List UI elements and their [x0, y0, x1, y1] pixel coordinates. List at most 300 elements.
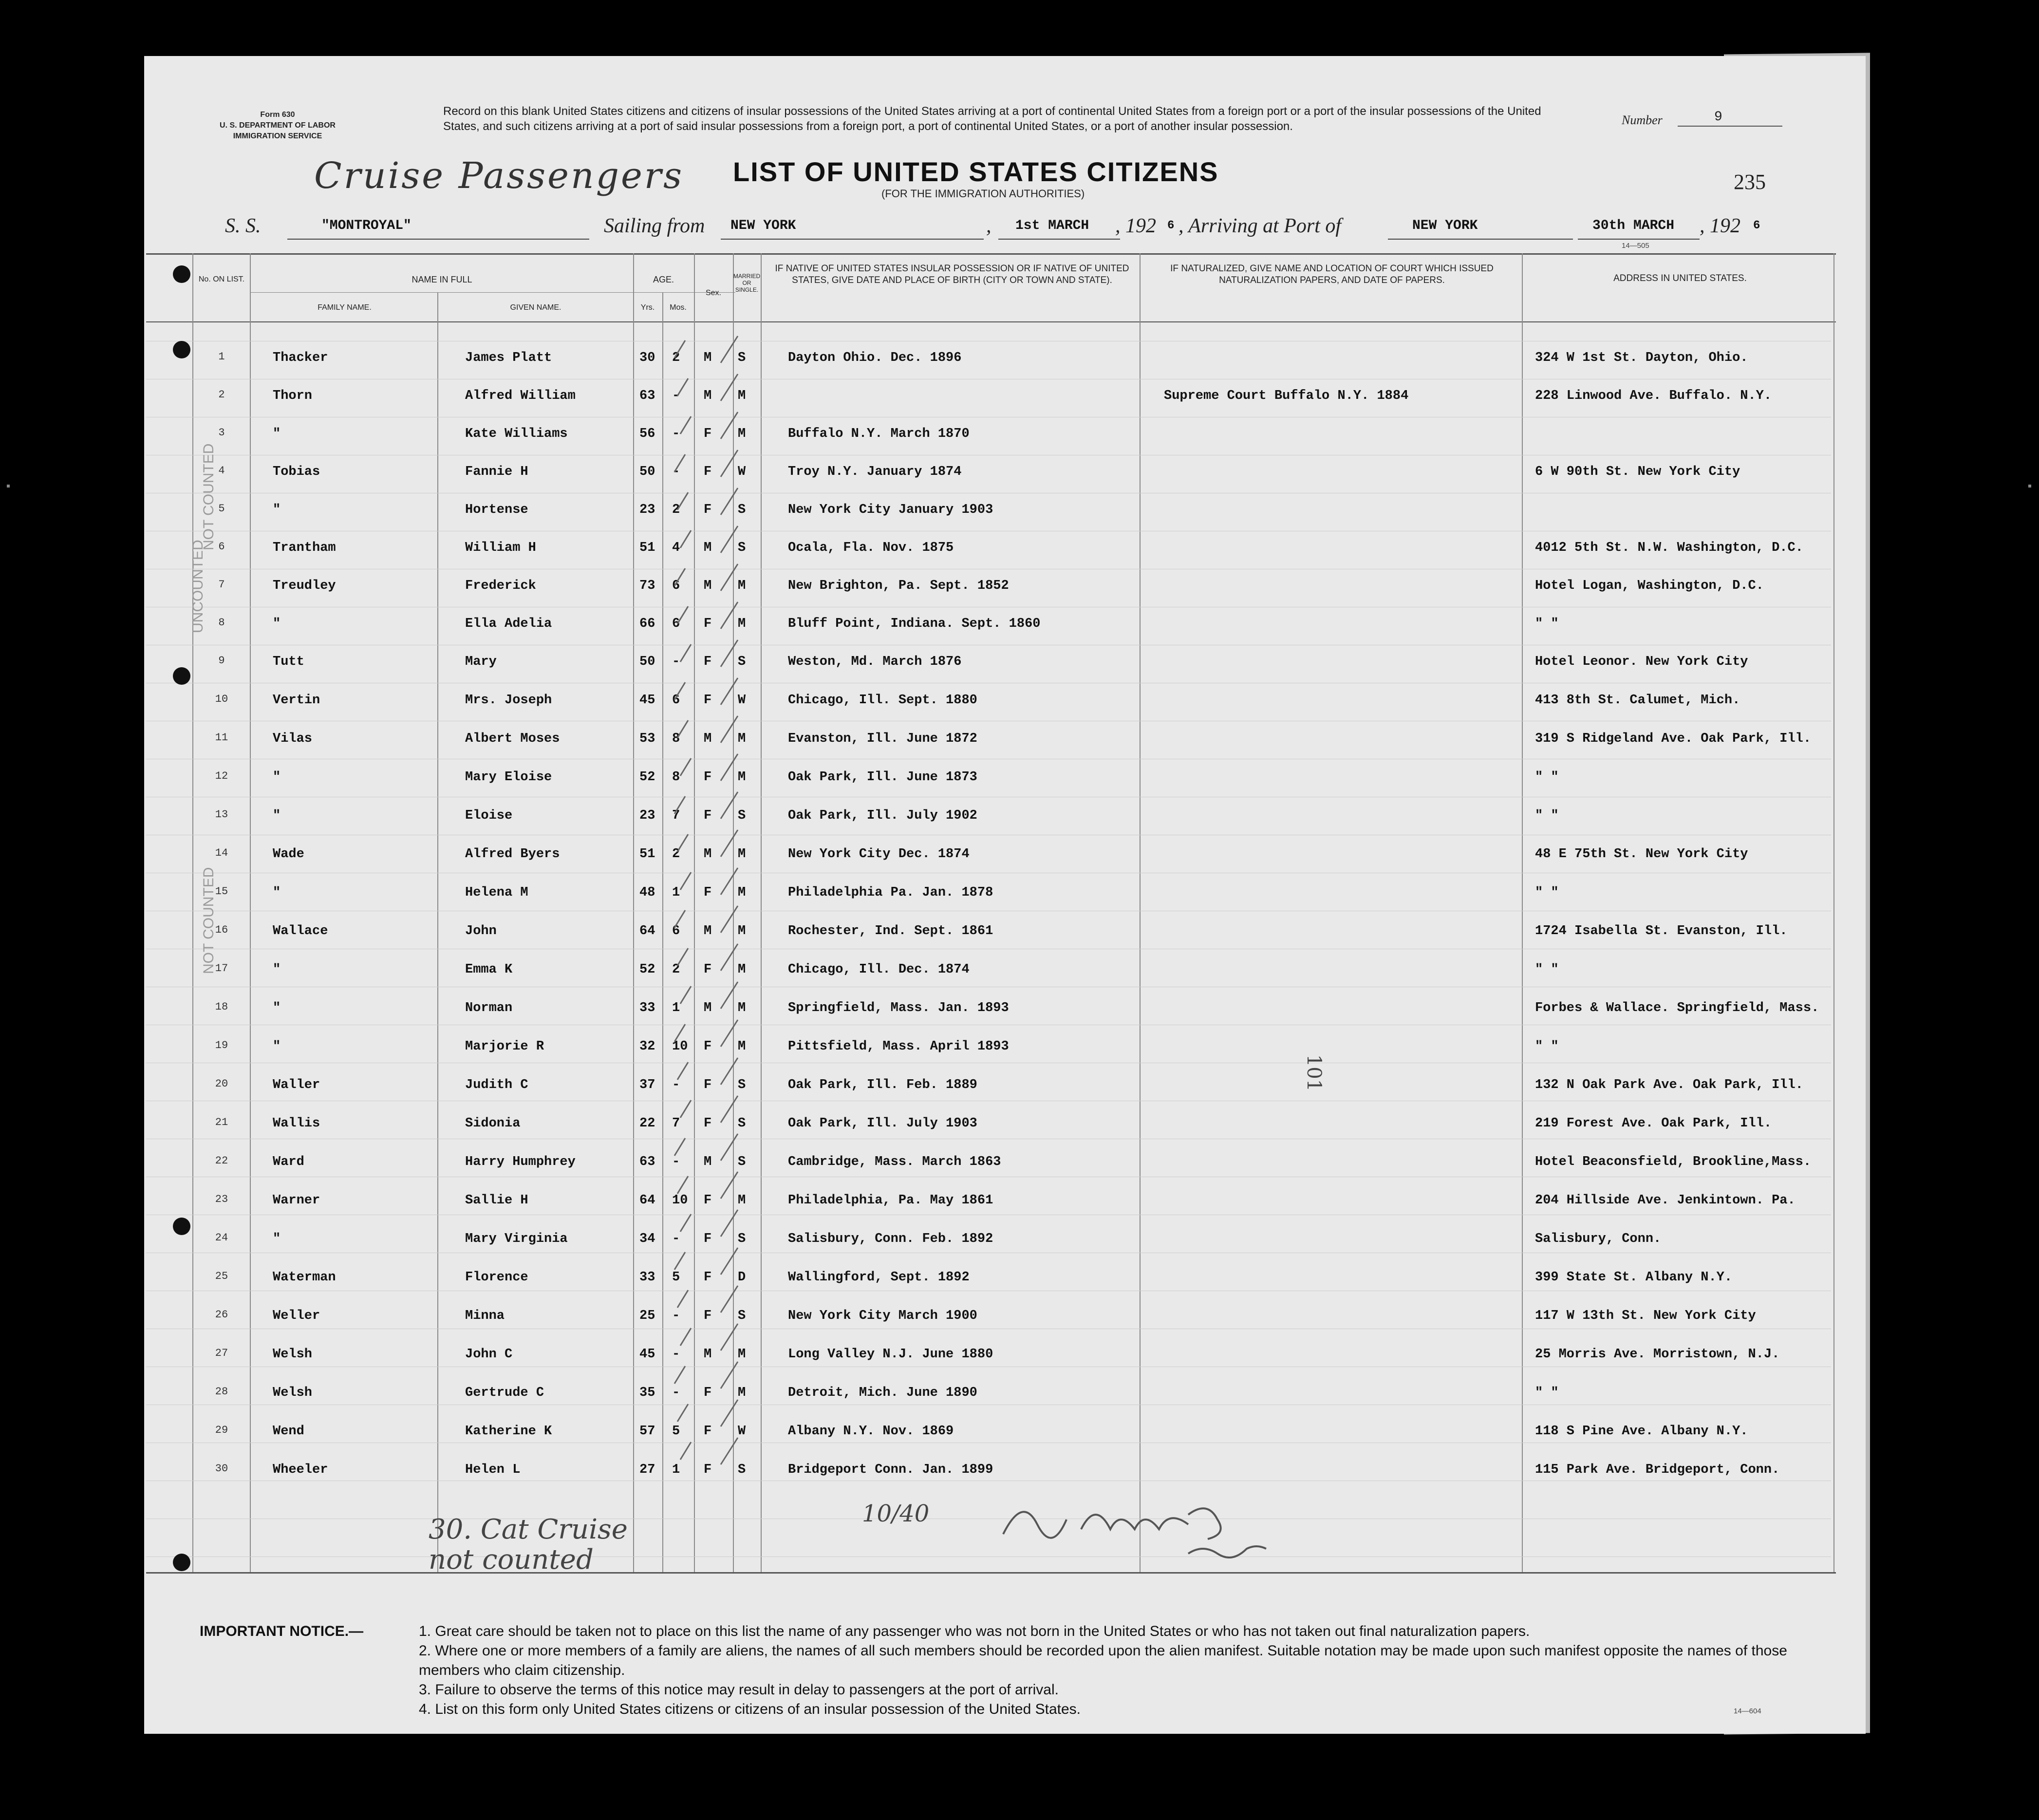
cell-mos: 2 — [672, 962, 680, 977]
arrival-date: 30th MARCH — [1592, 218, 1675, 233]
cell-family: Waterman — [273, 1270, 336, 1285]
cell-no: 21 — [215, 1116, 228, 1128]
cell-no: 17 — [215, 962, 228, 975]
sailing-date-underline — [998, 239, 1120, 240]
check-mark — [677, 602, 738, 629]
cell-addr: 399 State St. Albany N.Y. — [1535, 1270, 1733, 1285]
cell-yrs: 57 — [639, 1424, 655, 1439]
cell-sex: F — [704, 1193, 712, 1208]
check-mark — [680, 526, 738, 553]
cell-family: Thacker — [273, 351, 328, 365]
cell-sex: M — [704, 351, 712, 365]
mid-number: 101 — [1303, 1054, 1326, 1092]
cell-ms: S — [738, 503, 746, 517]
col-yrs-header: Yrs. — [640, 303, 655, 312]
cell-ms: M — [738, 427, 746, 441]
cell-no: 29 — [215, 1424, 228, 1436]
cell-addr: 413 8th St. Calumet, Mich. — [1535, 693, 1740, 708]
check-mark — [680, 754, 738, 781]
cell-mos: 10 — [672, 1039, 688, 1054]
cell-yrs: 45 — [639, 1347, 655, 1362]
cell-addr: 115 Park Ave. Bridgeport, Conn. — [1535, 1463, 1780, 1477]
cell-sex: F — [704, 503, 712, 517]
cell-yrs: 32 — [639, 1039, 655, 1054]
cell-yrs: 27 — [639, 1463, 655, 1477]
cell-sex: F — [704, 1463, 712, 1477]
cell-family: Welsh — [273, 1386, 313, 1400]
cell-addr: 48 E 75th St. New York City — [1535, 847, 1748, 862]
cell-addr: " " — [1535, 617, 1559, 631]
cell-yrs: 48 — [639, 885, 655, 900]
check-mark — [680, 1324, 738, 1351]
cell-birth: New Brighton, Pa. Sept. 1852 — [788, 579, 1009, 593]
cell-no: 8 — [218, 617, 225, 629]
cell-birth: Wallingford, Sept. 1892 — [788, 1270, 970, 1285]
cell-addr: Hotel Leonor. New York City — [1535, 655, 1748, 669]
cell-birth: New York City January 1903 — [788, 503, 993, 517]
cell-no: 7 — [218, 579, 225, 591]
cell-mos: 2 — [672, 847, 680, 862]
cell-birth: Salisbury, Conn. Feb. 1892 — [788, 1232, 993, 1246]
check-mark — [677, 488, 738, 515]
cell-given: Mary Eloise — [465, 770, 552, 785]
cell-mos: 7 — [672, 1116, 680, 1131]
cell-yrs: 73 — [639, 579, 655, 593]
cell-sex: M — [704, 1347, 712, 1362]
cell-given: Sidonia — [465, 1116, 521, 1131]
notice-item: 4. List on this form only United States citizens or citizens of an insular possession of the United States. — [419, 1701, 1081, 1717]
cell-addr: 1724 Isabella St. Evanston, Ill. — [1535, 924, 1788, 938]
cell-given: Katherine K — [465, 1424, 552, 1439]
arriving-label: , Arriving at Port of — [1179, 215, 1342, 237]
cell-family: " — [273, 1001, 281, 1015]
cell-addr: 219 Forest Ave. Oak Park, Ill. — [1535, 1116, 1772, 1131]
cell-birth: Bridgeport Conn. Jan. 1899 — [788, 1463, 993, 1477]
uncounted-stamp: UNCOUNTED — [190, 540, 206, 633]
cell-ms: M — [738, 770, 746, 785]
cell-no: 23 — [215, 1193, 228, 1205]
cell-no: 5 — [218, 503, 225, 515]
check-mark — [677, 830, 738, 857]
cell-no: 28 — [215, 1386, 228, 1398]
cell-mos: 2 — [672, 351, 680, 365]
cell-ms: S — [738, 655, 746, 669]
cell-no: 1 — [218, 351, 225, 363]
table-top-border — [146, 253, 1836, 255]
cell-mos: 7 — [672, 808, 680, 823]
cell-family: Wheeler — [273, 1463, 328, 1477]
page-title: LIST OF UNITED STATES CITIZENS — [733, 156, 1219, 187]
cell-ms: S — [738, 1116, 746, 1131]
cell-given: Helena M — [465, 885, 528, 900]
cell-mos: - — [672, 427, 680, 441]
col-mos-header: Mos. — [670, 303, 687, 312]
cell-yrs: 23 — [639, 808, 655, 823]
cell-addr: " " — [1535, 962, 1559, 977]
arrival-port: NEW YORK — [1412, 218, 1478, 233]
arrival-port-underline — [1388, 239, 1573, 240]
col-given-header: GIVEN NAME. — [510, 303, 561, 312]
cell-family: " — [273, 503, 281, 517]
cell-sex: F — [704, 1039, 712, 1054]
cell-mos: - — [672, 1386, 680, 1400]
cell-ms: W — [738, 1424, 746, 1439]
cell-sex: M — [704, 847, 712, 862]
cell-sex: F — [704, 427, 712, 441]
cell-yrs: 45 — [639, 693, 655, 708]
footer-mark: 14—604 — [1734, 1707, 1761, 1715]
cell-family: " — [273, 770, 281, 785]
cell-sex: F — [704, 617, 712, 631]
cell-ms: M — [738, 1347, 746, 1362]
year-prefix-2: , 192 — [1700, 215, 1740, 237]
cell-addr: 117 W 13th St. New York City — [1535, 1309, 1756, 1323]
cell-yrs: 53 — [639, 732, 655, 746]
punch-hole — [173, 341, 190, 358]
cell-sex: F — [704, 1309, 712, 1323]
inspector-signature-icon — [993, 1476, 1334, 1573]
cell-given: John — [465, 924, 497, 938]
cell-birth: Detroit, Mich. June 1890 — [788, 1386, 977, 1400]
cell-sex: F — [704, 1116, 712, 1131]
cell-family: Welsh — [273, 1347, 313, 1362]
check-mark — [674, 1020, 738, 1047]
cell-mos: 6 — [672, 617, 680, 631]
cell-ms: S — [738, 351, 746, 365]
form-id-block — [161, 110, 394, 142]
check-mark — [677, 1286, 738, 1313]
cell-sex: F — [704, 770, 712, 785]
cell-mos: 1 — [672, 1463, 680, 1477]
cell-ms: S — [738, 1232, 746, 1246]
cell-yrs: 63 — [639, 1155, 655, 1169]
cell-sex: F — [704, 808, 712, 823]
cell-given: Alfred Byers — [465, 847, 560, 862]
cell-family: " — [273, 885, 281, 900]
cell-ms: S — [738, 1155, 746, 1169]
cell-birth: Ocala, Fla. Nov. 1875 — [788, 541, 954, 555]
check-mark — [674, 678, 738, 705]
cell-given: Emma K — [465, 962, 513, 977]
check-mark — [677, 1058, 738, 1085]
cell-mos: 6 — [672, 924, 680, 938]
cell-no: 13 — [215, 808, 228, 821]
arrival-date-underline — [1578, 239, 1700, 240]
cell-given: Florence — [465, 1270, 528, 1285]
year-digit-2: 6 — [1753, 219, 1760, 232]
cell-birth: Pittsfield, Mass. April 1893 — [788, 1039, 1009, 1054]
cell-mos: - — [672, 1155, 680, 1169]
check-mark — [680, 1438, 738, 1464]
cell-yrs: 33 — [639, 1270, 655, 1285]
cell-mos: 6 — [672, 579, 680, 593]
cell-addr: Hotel Logan, Washington, D.C. — [1535, 579, 1764, 593]
cell-family: " — [273, 962, 281, 977]
cell-addr: 6 W 90th St. New York City — [1535, 465, 1740, 479]
cell-no: 3 — [218, 427, 225, 439]
page-subtitle: (FOR THE IMMIGRATION AUTHORITIES) — [881, 188, 1085, 200]
cell-family: " — [273, 1232, 281, 1246]
cell-ms: S — [738, 1078, 746, 1092]
bottom-fraction: 10/40 — [862, 1500, 930, 1527]
cell-no: 11 — [215, 732, 228, 744]
cell-given: Norman — [465, 1001, 513, 1015]
ship-name: "MONTROYAL" — [321, 218, 412, 233]
punch-hole — [173, 1218, 190, 1235]
cell-addr: Hotel Beaconsfield, Brookline,Mass. — [1535, 1155, 1812, 1169]
cell-yrs: 23 — [639, 503, 655, 517]
cell-given: Mrs. Joseph — [465, 693, 552, 708]
cell-given: James Platt — [465, 351, 552, 365]
notice-label: IMPORTANT NOTICE.— — [200, 1623, 364, 1639]
col-name-header: NAME IN FULL — [412, 275, 472, 284]
cell-birth: Oak Park, Ill. July 1902 — [788, 808, 977, 823]
cell-no: 2 — [218, 389, 225, 401]
cell-family: Tutt — [273, 655, 304, 669]
cell-ms: M — [738, 847, 746, 862]
cell-no: 9 — [218, 655, 225, 667]
comma-1: , — [986, 215, 991, 237]
cell-family: Ward — [273, 1155, 304, 1169]
cell-family: " — [273, 427, 281, 441]
cell-yrs: 66 — [639, 617, 655, 631]
cell-mos: - — [672, 1309, 680, 1323]
check-mark — [674, 906, 738, 933]
cell-ms: M — [738, 579, 746, 593]
cell-addr: " " — [1535, 1039, 1559, 1054]
cell-given: Mary — [465, 655, 497, 669]
cell-ms: S — [738, 1463, 746, 1477]
notice-item: 2. Where one or more members of a family are aliens, the names of all such members should be recorded upon the alien manifest. Suitable notation may be made upon such manifest opposite the names of those members who claim citizenship. — [419, 1643, 1787, 1678]
sailing-port: NEW YORK — [730, 218, 796, 233]
cell-yrs: 52 — [639, 770, 655, 785]
cell-mos: - — [672, 1232, 680, 1246]
cell-yrs: 25 — [639, 1309, 655, 1323]
cell-no: 27 — [215, 1347, 228, 1359]
cell-family: Trantham — [273, 541, 336, 555]
cell-sex: F — [704, 962, 712, 977]
cell-family: Treudley — [273, 579, 336, 593]
cell-birth: Long Valley N.J. June 1880 — [788, 1347, 993, 1362]
page-number: 235 — [1734, 170, 1766, 194]
cell-addr: 319 S Ridgeland Ave. Oak Park, Ill. — [1535, 732, 1812, 746]
cell-family: Wallis — [273, 1116, 320, 1131]
cell-addr: 25 Morris Ave. Morristown, N.J. — [1535, 1347, 1780, 1362]
cell-sex: F — [704, 1232, 712, 1246]
cell-birth: Bluff Point, Indiana. Sept. 1860 — [788, 617, 1041, 631]
col-age-header: AGE. — [653, 275, 674, 284]
cell-birth: Philadelphia, Pa. May 1861 — [788, 1193, 993, 1208]
cell-no: 12 — [215, 770, 228, 782]
cell-sex: M — [704, 1001, 712, 1015]
cell-yrs: 35 — [639, 1386, 655, 1400]
cell-given: Albert Moses — [465, 732, 560, 746]
cell-mos: 1 — [672, 1001, 680, 1015]
cell-family: Waller — [273, 1078, 320, 1092]
cell-ms: M — [738, 1001, 746, 1015]
cell-no: 18 — [215, 1001, 228, 1013]
cell-yrs: 34 — [639, 1232, 655, 1246]
cell-ms: M — [738, 924, 746, 938]
cell-birth: Chicago, Ill. Dec. 1874 — [788, 962, 970, 977]
check-mark — [677, 716, 738, 743]
table-bottom-border — [146, 1572, 1836, 1574]
cell-mos: 5 — [672, 1424, 680, 1439]
cell-family: " — [273, 808, 281, 823]
cell-sex: F — [704, 1386, 712, 1400]
cell-no: 22 — [215, 1155, 228, 1167]
cell-given: Harry Humphrey — [465, 1155, 576, 1169]
cell-family: Weller — [273, 1309, 320, 1323]
cell-ms: M — [738, 1386, 746, 1400]
ss-label: S. S. — [225, 215, 261, 237]
cell-ms: M — [738, 389, 746, 403]
printer-mark: 14—505 — [1622, 242, 1649, 250]
year-digit-1: 6 — [1167, 219, 1175, 232]
cell-no: 26 — [215, 1309, 228, 1321]
col-married-header: MARRIED OR SINGLE. — [733, 273, 761, 293]
cell-mos: 6 — [672, 693, 680, 708]
form-number: Form 630 — [260, 111, 295, 119]
cell-ms: M — [738, 732, 746, 746]
punch-hole — [173, 1554, 190, 1571]
cell-addr: " " — [1535, 770, 1559, 785]
check-mark — [680, 1096, 738, 1123]
cell-yrs: 56 — [639, 427, 655, 441]
cell-nat: Supreme Court Buffalo N.Y. 1884 — [1164, 389, 1409, 403]
service-name: IMMIGRATION SERVICE — [233, 132, 322, 140]
check-mark — [674, 450, 738, 477]
check-mark — [677, 1172, 738, 1199]
cell-ms: M — [738, 617, 746, 631]
cell-no: 20 — [215, 1078, 228, 1090]
cell-birth: Cambridge, Mass. March 1863 — [788, 1155, 1001, 1169]
cell-no: 4 — [218, 465, 225, 477]
cell-family: " — [273, 1039, 281, 1054]
cell-given: Sallie H — [465, 1193, 528, 1208]
cell-yrs: 30 — [639, 351, 655, 365]
cell-sex: F — [704, 1078, 712, 1092]
col-line-1 — [192, 253, 193, 1572]
handwritten-header: Cruise Passengers — [314, 155, 684, 197]
cell-birth: Oak Park, Ill. July 1903 — [788, 1116, 977, 1131]
cell-given: Fannie H — [465, 465, 528, 479]
check-mark — [680, 640, 738, 667]
sailing-label: Sailing from — [604, 215, 705, 237]
cell-family: Tobias — [273, 465, 320, 479]
cell-yrs: 22 — [639, 1116, 655, 1131]
col-line-2 — [250, 253, 251, 1572]
cell-given: Hortense — [465, 503, 528, 517]
cell-mos: - — [672, 1078, 680, 1092]
cell-sex: F — [704, 1270, 712, 1285]
cell-yrs: 64 — [639, 1193, 655, 1208]
cell-sex: M — [704, 1155, 712, 1169]
sailing-date: 1st MARCH — [1015, 218, 1089, 233]
cell-given: Ella Adelia — [465, 617, 552, 631]
scan-dot — [7, 485, 10, 488]
cell-addr: 228 Linwood Ave. Buffalo. N.Y. — [1535, 389, 1772, 403]
col-line-9 — [1140, 253, 1141, 1572]
cell-family: Thorn — [273, 389, 313, 403]
check-mark — [680, 412, 738, 439]
cell-no: 6 — [218, 541, 225, 553]
cell-family: Wend — [273, 1424, 304, 1439]
cell-no: 30 — [215, 1463, 228, 1475]
check-mark — [677, 944, 738, 971]
cell-addr: 132 N Oak Park Ave. Oak Park, Ill. — [1535, 1078, 1803, 1092]
cell-sex: F — [704, 1424, 712, 1439]
cell-ms: D — [738, 1270, 746, 1285]
col-line-3 — [437, 292, 438, 1572]
cell-yrs: 51 — [639, 541, 655, 555]
cell-given: Frederick — [465, 579, 536, 593]
cell-sex: M — [704, 541, 712, 555]
number-label: Number — [1622, 113, 1663, 127]
check-mark — [677, 1400, 738, 1426]
cell-yrs: 52 — [639, 962, 655, 977]
cell-ms: S — [738, 1309, 746, 1323]
col-address-header: ADDRESS IN UNITED STATES. — [1613, 273, 1747, 283]
cell-mos: - — [672, 389, 680, 403]
table-head-bottom — [146, 321, 1836, 322]
department-name: U. S. DEPARTMENT OF LABOR — [220, 121, 336, 130]
cell-given: Marjorie R — [465, 1039, 544, 1054]
check-mark — [680, 1210, 738, 1237]
cell-family: Vilas — [273, 732, 313, 746]
col-line-11 — [1833, 253, 1834, 1572]
cell-birth: Springfield, Mass. Jan. 1893 — [788, 1001, 1009, 1015]
cell-addr: " " — [1535, 808, 1559, 823]
check-mark — [674, 564, 738, 591]
cell-sex: F — [704, 885, 712, 900]
cell-ms: M — [738, 885, 746, 900]
check-mark — [677, 374, 738, 401]
cell-yrs: 64 — [639, 924, 655, 938]
cell-birth: Evanston, Ill. June 1872 — [788, 732, 977, 746]
cell-ms: S — [738, 541, 746, 555]
ship-underline — [287, 239, 589, 240]
cell-yrs: 50 — [639, 655, 655, 669]
cell-sex: M — [704, 732, 712, 746]
cell-given: Gertrude C — [465, 1386, 544, 1400]
cell-given: John C — [465, 1347, 513, 1362]
cell-ms: M — [738, 1193, 746, 1208]
col-family-header: FAMILY NAME. — [318, 303, 372, 312]
cell-sex: F — [704, 465, 712, 479]
punch-hole — [173, 265, 190, 283]
col-line-10 — [1522, 253, 1523, 1572]
cell-yrs: 51 — [639, 847, 655, 862]
cell-ms: M — [738, 1039, 746, 1054]
cell-addr: 324 W 1st St. Dayton, Ohio. — [1535, 351, 1748, 365]
cell-addr: 204 Hillside Ave. Jenkintown. Pa. — [1535, 1193, 1796, 1208]
cell-sex: F — [704, 655, 712, 669]
cell-given: William H — [465, 541, 536, 555]
cell-mos: 2 — [672, 503, 680, 517]
cell-family: " — [273, 617, 281, 631]
col-naturalized-header: IF NATURALIZED, GIVE NAME AND LOCATION OF COURT WHICH ISSUED NATURALIZATION PAPERS, AND DATE OF PAPERS. — [1170, 263, 1494, 285]
cell-family: Wallace — [273, 924, 328, 938]
col-no-header: No. ON LIST. — [198, 275, 245, 283]
bottom-handwritten-note: 30. Cat Cruise not counted — [429, 1514, 628, 1576]
cell-no: 19 — [215, 1039, 228, 1051]
cell-no: 10 — [215, 693, 228, 705]
cell-ms: W — [738, 465, 746, 479]
cell-birth: Buffalo N.Y. March 1870 — [788, 427, 970, 441]
cell-addr: Forbes & Wallace. Springfield, Mass. — [1535, 1001, 1819, 1015]
cell-given: Mary Virginia — [465, 1232, 568, 1246]
